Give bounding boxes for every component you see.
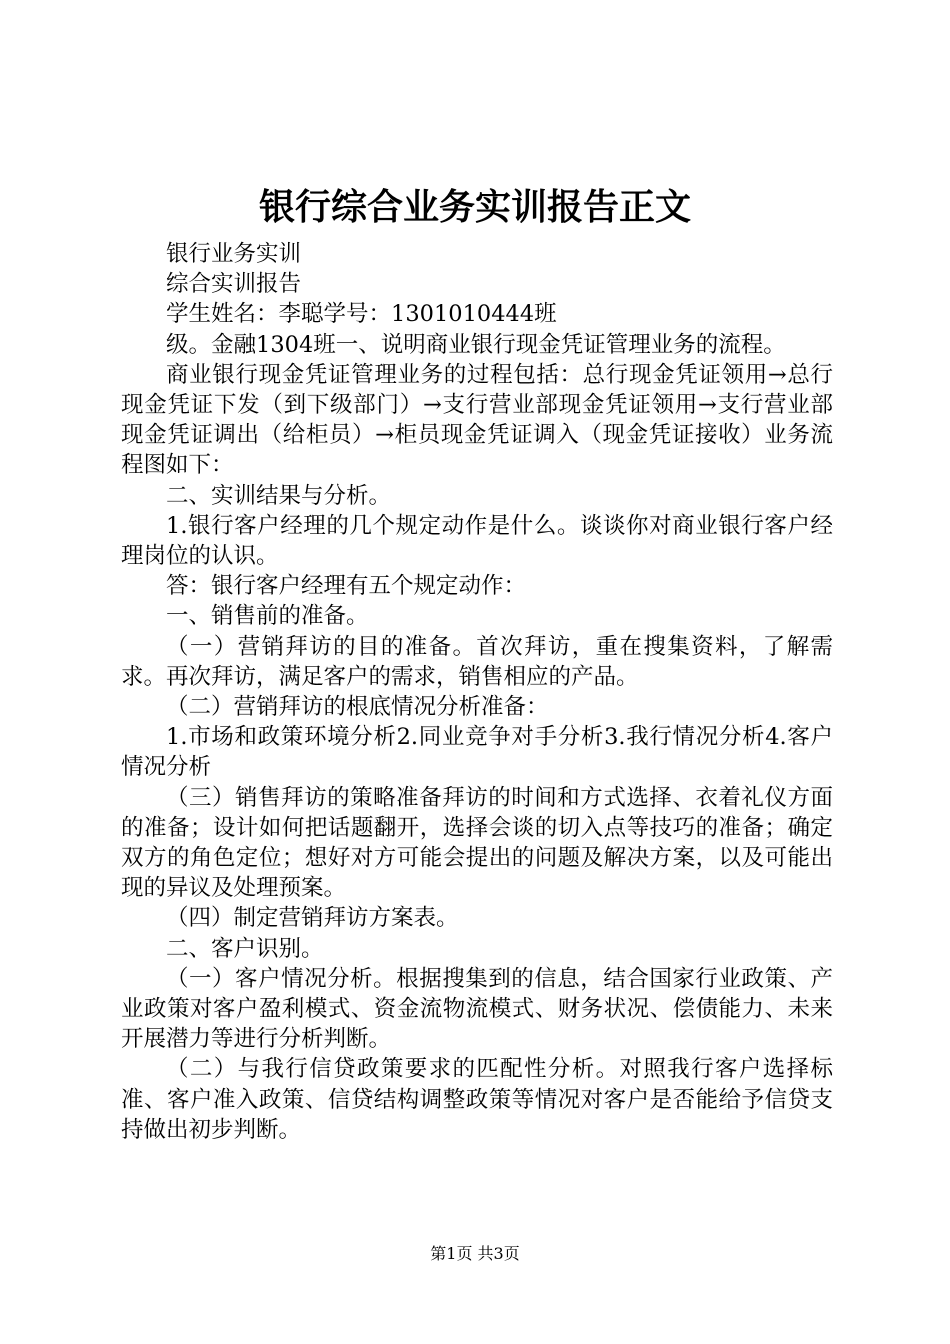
paragraph: （二）营销拜访的根底情况分析准备： (166, 694, 549, 721)
paragraph: （一）营销拜访的目的准备。首次拜访，重在搜集资料，了解需求。再次拜访，满足客户的需求，销售相应的产品。 (121, 633, 833, 690)
paragraph: 1.银行客户经理的几个规定动作是什么。谈谈你对商业银行客户经理岗位的认识。 (121, 512, 833, 570)
paragraph: 级。金融1304班一、说明商业银行现金凭证管理业务的流程。 (166, 331, 786, 358)
paragraph: 综合实训报告 (166, 271, 302, 298)
paragraph: （三）销售拜访的策略准备拜访的时间和方式选择、衣着礼仪方面的准备；设计如何把话题翻开，选择会谈的切入点等技巧的准备；确定双方的角色定位；想好对方可能会提出的问题及解决方案，以及可能出现的异议及处理预案。 (121, 784, 833, 902)
paragraph: 1.市场和政策环境分析2.同业竞争对手分析3.我行情况分析4.客户情况分析 (121, 724, 833, 781)
paragraph: 二、实训结果与分析。 (166, 482, 392, 509)
paragraph: （四）制定营销拜访方案表。 (166, 905, 459, 932)
document-title: 银行综合业务实训报告正文 (258, 186, 691, 228)
paragraph: 答：银行客户经理有五个规定动作： (166, 573, 527, 600)
paragraph: 一、销售前的准备。 (166, 603, 369, 630)
paragraph: 二、客户识别。 (166, 935, 324, 962)
paragraph: （二）与我行信贷政策要求的匹配性分析。对照我行客户选择标准、客户准入政策、信贷结构调整政策等情况对客户是否能给予信贷支持做出初步判断。 (121, 1056, 833, 1143)
paragraph: （一）客户情况分析。根据搜集到的信息，结合国家行业政策、产业政策对客户盈利模式、资金流物流模式、财务状况、偿债能力、未来开展潜力等进行分析判断。 (121, 965, 833, 1053)
document-body (121, 239, 833, 1145)
paragraph: 学生姓名：李聪学号：1301010444班 (166, 301, 557, 328)
paragraph: 银行业务实训 (166, 241, 302, 267)
page-footer: 第1页 共3页 (430, 1244, 520, 1263)
paragraph: 商业银行现金凭证管理业务的过程包括：总行现金凭证领用→总行现金凭证下发（到下级部门）→支行营业部现金凭证领用→支行营业部现金凭证调出（给柜员）→柜员现金凭证调入（现金凭证接收）业务流程图如下： (121, 361, 833, 479)
